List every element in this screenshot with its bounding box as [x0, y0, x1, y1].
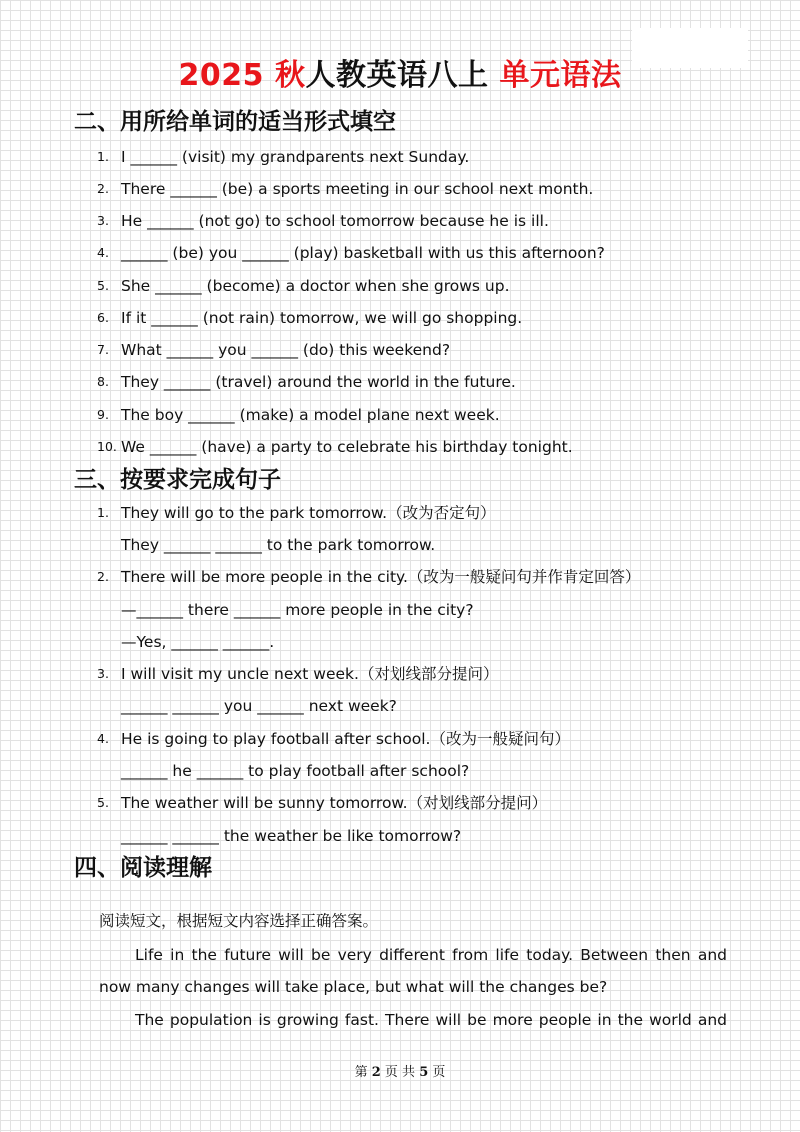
- s2-item-number: 2.: [97, 181, 109, 196]
- s3-item-number: 2.: [97, 569, 109, 584]
- s2-item-text: The boy ______ (make) a model plane next week.: [121, 406, 500, 424]
- passage-line: [99, 1009, 727, 1031]
- s2-item-number: 8.: [97, 374, 109, 389]
- page-title: [0, 56, 800, 96]
- title-year: 2025 秋: [178, 58, 306, 93]
- s3-answer-line: ______ ______ you ______ next week?: [121, 697, 397, 715]
- s2-item-number: 7.: [97, 342, 109, 357]
- title-end: 单元语法: [499, 58, 622, 93]
- s3-item-number: 1.: [97, 505, 109, 520]
- s2-item-number: 9.: [97, 407, 109, 422]
- s3-item-text: The weather will be sunny tomorrow.（对划线部分提问）: [121, 794, 548, 812]
- s3-item-number: 3.: [97, 666, 109, 681]
- s3-item-number: 4.: [97, 731, 109, 746]
- s3-item-text: There will be more people in the city.（改为一般疑问句并作肯定回答）: [121, 568, 641, 586]
- section3-heading: 三、按要求完成句子: [74, 467, 281, 493]
- s2-item-number: 4.: [97, 245, 109, 260]
- s3-answer-line: —Yes, ______ ______.: [121, 633, 275, 651]
- s3-item-text: He is going to play football after school.（改为一般疑问句）: [121, 730, 570, 748]
- footer-total-pages: 5: [419, 1065, 429, 1080]
- s2-item-text: We ______ (have) a party to celebrate his birthday tonight.: [121, 438, 573, 456]
- s2-item-text: She ______ (become) a doctor when she grows up.: [121, 277, 510, 295]
- s2-item-text: He ______ (not go) to school tomorrow because he is ill.: [121, 212, 549, 230]
- title-middle: 人教英语八上: [305, 58, 500, 93]
- section4-heading: 四、阅读理解: [74, 855, 212, 881]
- s2-item-text: ______ (be) you ______ (play) basketball with us this afternoon?: [121, 244, 605, 262]
- s2-item-number: 6.: [97, 310, 109, 325]
- s3-item-text: They will go to the park tomorrow.（改为否定句）: [121, 504, 496, 522]
- s3-answer-line: ______ he ______ to play football after school?: [121, 762, 470, 780]
- s2-item-text: If it ______ (not rain) tomorrow, we will go shopping.: [121, 309, 523, 327]
- s3-item-number: 5.: [97, 795, 109, 810]
- section2-heading: 二、用所给单词的适当形式填空: [74, 109, 396, 135]
- passage-text: Life in the future will be very different from life today. Between then and: [135, 946, 727, 964]
- s2-item-number: 1.: [97, 149, 109, 164]
- footer-mid: 页 共: [380, 1065, 420, 1080]
- passage-line: [99, 944, 727, 966]
- s3-answer-line: ______ ______ the weather be like tomorrow?: [121, 827, 462, 845]
- s2-item-text: There ______ (be) a sports meeting in our school next month.: [121, 180, 594, 198]
- footer-pre: 第: [354, 1065, 372, 1080]
- footer-post: 页: [428, 1065, 446, 1080]
- s2-item-number: 3.: [97, 213, 109, 228]
- s2-item-text: What ______ you ______ (do) this weekend?: [121, 341, 451, 359]
- passage-line: now many changes will take place, but what will the changes be?: [99, 978, 608, 996]
- reading-instructions: 阅读短文，根据短文内容选择正确答案。: [99, 912, 379, 930]
- s2-item-number: 10.: [97, 439, 117, 454]
- footer-page-number: 2: [371, 1065, 381, 1080]
- s3-answer-line: —______ there ______ more people in the city?: [121, 601, 474, 619]
- s3-answer-line: They ______ ______ to the park tomorrow.: [121, 536, 436, 554]
- s2-item-number: 5.: [97, 278, 109, 293]
- page-footer: [0, 1064, 800, 1082]
- s2-item-text: I ______ (visit) my grandparents next Sunday.: [121, 148, 470, 166]
- passage-text: The population is growing fast. There will be more people in the world and: [135, 1011, 727, 1029]
- s2-item-text: They ______ (travel) around the world in the future.: [121, 373, 516, 391]
- s3-item-text: I will visit my uncle next week.（对划线部分提问）: [121, 665, 499, 683]
